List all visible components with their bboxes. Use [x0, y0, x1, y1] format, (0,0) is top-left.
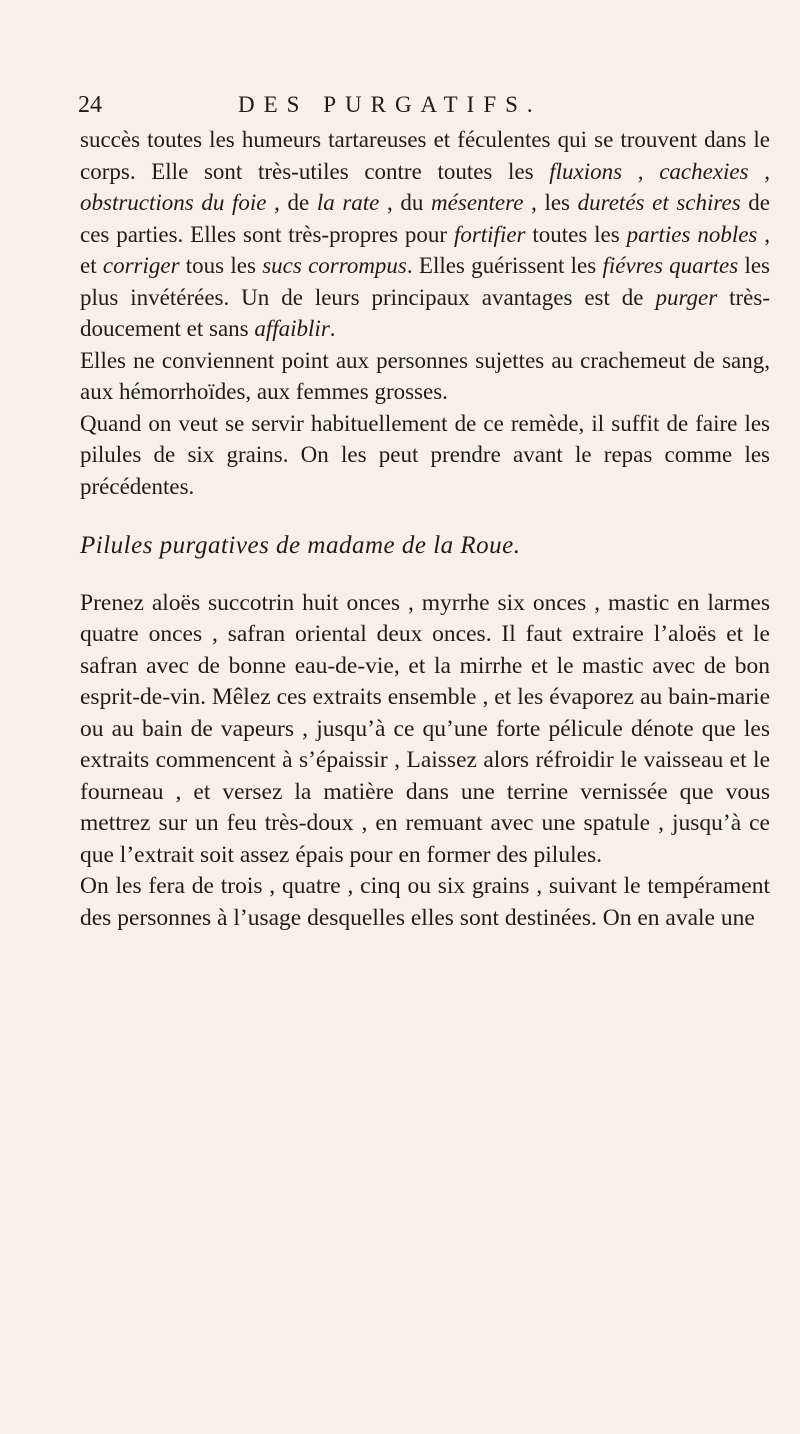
- text-run: les plus invétérées. Un de leurs principaux avantages est de: [80, 253, 770, 310]
- paragraph: [80, 408, 770, 503]
- text-run: , du: [379, 190, 432, 215]
- italic-term: duretés et schires: [577, 190, 741, 215]
- italic-term: la rate: [316, 190, 380, 215]
- recipe-text: [80, 588, 770, 935]
- italic-term: fortifier: [453, 221, 526, 247]
- italic-term: corriger: [102, 253, 180, 278]
- recipe-title: Pilules purgatives de madame de la Roue.: [80, 532, 521, 559]
- page-number: 24: [78, 92, 102, 118]
- italic-term: fiévres quartes: [602, 253, 739, 278]
- paragraph: [80, 345, 770, 408]
- recipe-paragraph: Prenez aloës succotrin huit onces , myrrhe six onces , mastic en larmes quatre onces , safran oriental deux onces. Il faut extraire l’aloës et le safran avec de bonne eau-de-vie, et la mirrhe et le mastic avec de bon esprit-de-vin. Mêlez ces extraits ensemble , et les évaporez au bain-marie ou au bain de vapeurs , jusqu’à ce qu’une forte pélicule dénote que les extraits commencent à s’épaissir , Laissez alors réfroidir le vaisseau et le fourneau , et versez la matière dans une terrine vernissée que vous mettrez sur un feu très-doux , en remuant avec une spatule , jusqu’à ce que l’extrait soit assez épais pour en former des pilules.: [80, 589, 770, 868]
- italic-term: mésentere: [431, 190, 524, 215]
- text-run: très-doucement et sans: [80, 284, 770, 341]
- text-run: tous les: [179, 253, 263, 278]
- text-run: , de: [266, 190, 317, 215]
- italic-term: affaiblir: [254, 316, 330, 341]
- text-run: , et: [80, 221, 771, 278]
- text-run: toutes les: [525, 221, 627, 247]
- text-run: Elles ne conviennent point aux personnes sujettes au crachemeut de sang, aux hémorrhoïdes, aux femmes grosses.: [80, 347, 770, 404]
- page-header: [78, 92, 720, 128]
- paragraph: [80, 124, 770, 345]
- text-run: Quand on veut se servir habituellement de ce remède, il suffit de faire les pilules de six grains. On les peut prendre avant le repas comme les précédentes.: [80, 410, 770, 499]
- page-body: [80, 124, 770, 934]
- italic-term: purger: [655, 284, 718, 310]
- text-run: .: [329, 316, 336, 341]
- recipe-paragraph: On les fera de trois , quatre , cinq ou six grains , suivant le tempérament des personnes à l’usage desquelles elles sont destinées. On en avale une: [80, 873, 770, 931]
- intro-paragraphs: [80, 124, 770, 502]
- running-title: DES PURGATIFS.: [238, 92, 542, 117]
- text-run: . Elles guérissent les: [406, 253, 603, 278]
- text-run: , les: [523, 190, 578, 215]
- text-run: succès toutes les humeurs tartareuses et féculentes qui se trouvent dans le corps. Elle sont très-utiles contre toutes les: [80, 127, 770, 184]
- italic-term: fluxions , cachexies , obstructions du foie: [80, 158, 770, 215]
- italic-term: parties nobles: [626, 221, 758, 247]
- text-run: de ces parties. Elles sont très-propres pour: [80, 190, 770, 247]
- italic-term: sucs corrompus: [262, 253, 407, 278]
